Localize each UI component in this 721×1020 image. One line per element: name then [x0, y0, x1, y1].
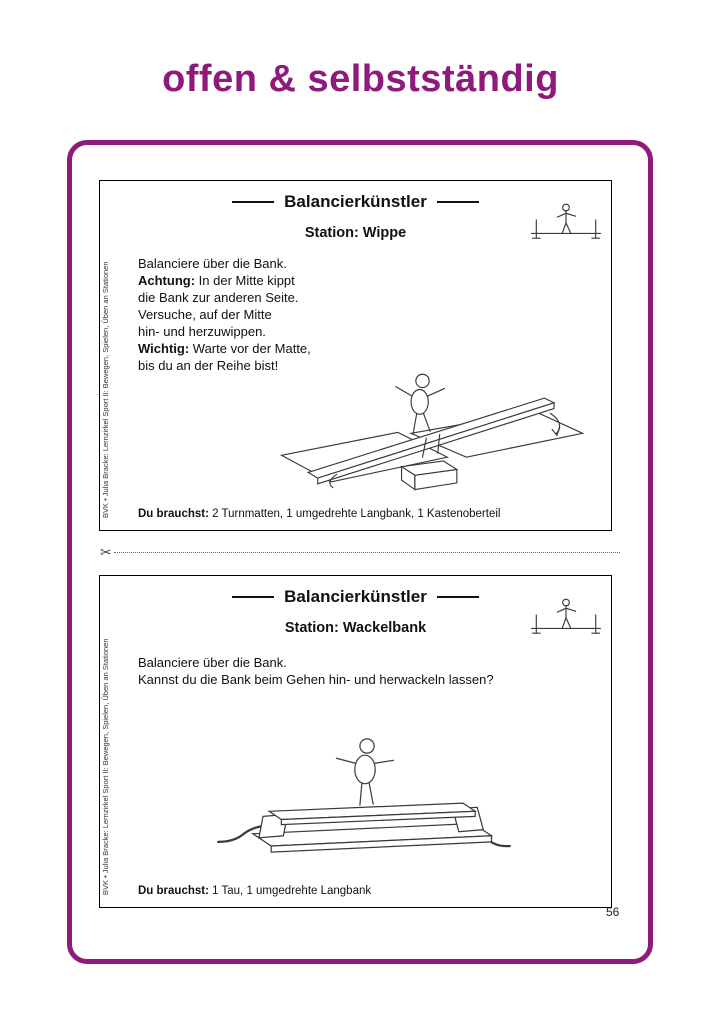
instruction-line: Balanciere über die Bank.	[138, 256, 287, 271]
instruction-line: Warte vor der Matte,	[192, 341, 311, 356]
warning-label: Achtung:	[138, 273, 196, 288]
title-rule-left	[232, 201, 274, 203]
instruction-line: die Bank zur anderen Seite.	[138, 290, 299, 305]
instruction-line: hin- und herzuwippen.	[138, 324, 266, 339]
title-rule-left	[232, 596, 274, 598]
materials-label: Du brauchst:	[138, 508, 209, 520]
materials-text: 2 Turnmatten, 1 umgedrehte Langbank, 1 Kastenoberteil	[212, 508, 501, 520]
worksheet-card-wackelbank	[99, 575, 612, 908]
instruction-line: Versuche, auf der Mitte	[138, 307, 272, 322]
card-title: Balancierkünstler	[284, 192, 427, 211]
materials-line	[138, 885, 371, 897]
title-rule-right	[437, 596, 479, 598]
materials-label: Du brauchst:	[138, 885, 209, 897]
wobbly-bench-illustration	[212, 718, 518, 874]
materials-text: 1 Tau, 1 umgedrehte Langbank	[212, 885, 372, 897]
instruction-line: Balanciere über die Bank.	[138, 655, 287, 670]
instruction-text	[138, 654, 494, 688]
station-subtitle: Station: Wackelbank	[284, 620, 427, 636]
cut-line	[100, 544, 620, 560]
publisher-credit: BVK • Julia Bracke: Lernzirkel Sport II: Bewegen, Spielen, Üben an Stationen	[101, 261, 110, 518]
instruction-line: Kannst du die Bank beim Gehen hin- und herwackeln lassen?	[138, 672, 494, 687]
seesaw-illustration	[268, 339, 598, 501]
worksheet-card-wippe	[99, 180, 612, 531]
scissors-icon: ✂	[100, 544, 112, 560]
instruction-line: bis du an der Reihe bist!	[138, 358, 279, 373]
instruction-line: In der Mitte kippt	[198, 273, 295, 288]
tightrope-walker-icon	[527, 592, 605, 638]
page-title: offen & selbstständig	[162, 58, 559, 100]
important-label: Wichtig:	[138, 341, 190, 356]
title-rule-right	[437, 201, 479, 203]
page-number: 56	[606, 905, 620, 919]
materials-line	[138, 508, 500, 520]
publisher-credit: BVK • Julia Bracke: Lernzirkel Sport II: Bewegen, Spielen, Üben an Stationen	[101, 638, 110, 895]
station-subtitle: Station: Wippe	[304, 225, 407, 241]
tightrope-walker-icon	[527, 197, 605, 243]
dotted-cut-rule	[114, 552, 620, 553]
card-title: Balancierkünstler	[284, 587, 427, 606]
